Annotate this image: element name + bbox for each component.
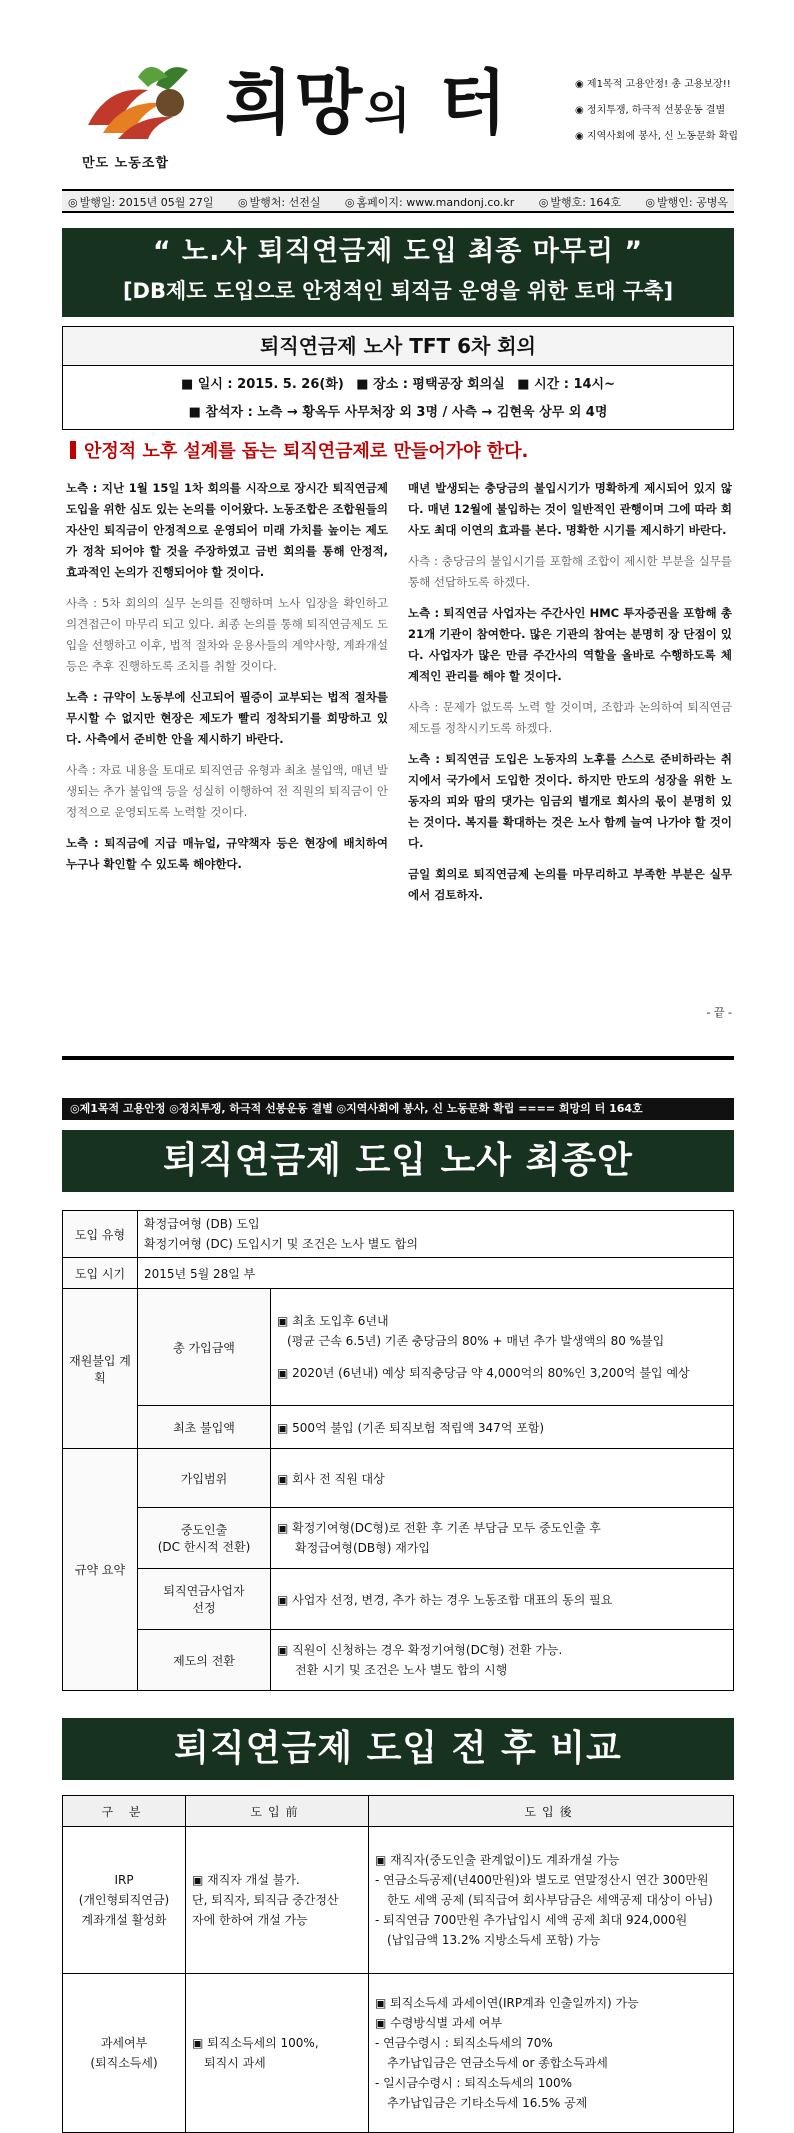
meeting-date: ■ 일시 : 2015. 5. 26(화) bbox=[181, 377, 344, 392]
final-agreement-banner: 퇴직연금제 도입 노사 최종안 bbox=[62, 1130, 734, 1192]
article-paragraph: 매년 발생되는 충당금의 불입시기가 명확하게 제시되어 있지 않다. 매년 12월에 불입하는 것이 일반적인 관행이며 그에 따라 회사도 최대 이연의 효과를 본다. 명확한 시기를 제시하기 바란다. bbox=[408, 481, 732, 537]
section-heading: 안정적 노후 설계를 돕는 퇴직연금제로 만들어가야 한다. bbox=[70, 437, 528, 463]
row-label: IRP (개인형퇴직연금) 계좌개설 활성화 bbox=[63, 1827, 186, 1974]
union-name: 만도 노동조합 bbox=[82, 156, 169, 171]
motto-list bbox=[575, 72, 738, 150]
article-paragraph: 노측 : 규약이 노동부에 신고되어 필증이 교부되는 법적 절차를 무시할 수 없지만 현장은 제도가 빨리 정착되기를 희망하고 있다. 사측에서 준비한 안을 제시하기 바란다. bbox=[66, 690, 388, 746]
table-row bbox=[63, 1289, 734, 1406]
article-paragraph: 사측 : 자료 내용을 토대로 퇴직연금 유형과 최초 불입액, 매년 발생되는 추가 불입액 등을 성실히 이행하여 전 직원의 퇴직금이 안정적으로 운영되도록 노력할 것이다. bbox=[66, 763, 388, 819]
end-mark: - 끝 - bbox=[706, 1006, 732, 1019]
article-left-column bbox=[66, 478, 388, 885]
issuer: ◎ 발행인: 공병옥 bbox=[645, 191, 728, 211]
after-cell: ▣ 퇴직소득세 과세이연(IRP계좌 인출일까지) 가능 ▣ 수령방식별 과세 여부 - 연금수령시 : 퇴직소득세의 70% 추가납입금은 연금소득세 or 종합소득과세 - 일시금수령시 : 퇴직소득세의 100% 추가납입금은 기타소득세 16.5% 공제 bbox=[369, 1974, 734, 2133]
after-cell: ▣ 재직자(중도인출 관계없이)도 계좌개설 가능 - 연금소득공제(년400만원)와 별도로 연말정산시 연간 300만원 한도 세액 공제 (퇴직급여 회사부담금은 세액공제 대상이 아님) - 퇴직연금 700만원 추가납입시 세액 공제 최대 924,000원 (납입금액 13.2% 지방소득세 포함) 가능 bbox=[369, 1827, 734, 1974]
article-paragraph: 사측 : 5차 회의의 실무 논의를 진행하며 노사 입장을 확인하고 의견접근이 마무리 되고 있다. 최종 논의를 통해 퇴직연금제도 도입을 선행하고 이후, 법적 절차와 운용사들의 계약사항, 계좌개설 등은 추후 진행하도록 조치를 취할 것이다. bbox=[66, 596, 388, 673]
headline-title: “ 노.사 퇴직연금제 도입 최종 마무리 ” bbox=[152, 236, 644, 267]
table-row bbox=[63, 1406, 734, 1449]
column-header: 도입後 bbox=[369, 1796, 734, 1827]
sub-label: 제도의 전환 bbox=[138, 1630, 271, 1691]
final-agreement-table bbox=[62, 1210, 734, 1691]
meeting-title: 퇴직연금제 노사 TFT 6차 회의 bbox=[63, 327, 733, 366]
union-logo bbox=[78, 55, 198, 145]
motto-item: ◉ 제1목적 고용안정! 총 고용보장!! bbox=[575, 72, 738, 98]
before-cell: ▣ 퇴직소득세의 100%, 퇴직시 과세 bbox=[186, 1974, 369, 2133]
row-label: 재원불입 계획 bbox=[63, 1289, 138, 1449]
article-paragraph: 노측 : 지난 1월 15일 1차 회의를 시작으로 장시간 퇴직연금제 도입을 위한 심도 있는 논의를 이어왔다. 노동조합은 조합원들의 자산인 퇴직금이 안정적으로 운영되어 미래 가치를 높이는 제도가 정착 되어야 할 것을 주장하였고 금번 회의를 통해 안정적, 효과적인 논의가 진행되어야 할 것이다. bbox=[66, 481, 388, 579]
meeting-time: ■ 시간 : 14시~ bbox=[517, 377, 615, 392]
row-label: 도입 유형 bbox=[63, 1211, 138, 1258]
sub-label: 총 가입금액 bbox=[138, 1289, 271, 1406]
motto-item: ◉ 지역사회에 봉사, 신 노동문화 확립 bbox=[575, 124, 738, 150]
table-row bbox=[63, 1211, 734, 1258]
newsletter-title: 희망의 터 bbox=[225, 61, 509, 144]
meeting-info-box bbox=[62, 326, 734, 430]
column-header: 구 분 bbox=[63, 1796, 186, 1827]
article-paragraph: 노측 : 퇴직금에 지급 매뉴얼, 규약책자 등은 현장에 배치하여 누구나 확인할 수 있도록 해야한다. bbox=[66, 836, 388, 871]
divider bbox=[62, 1056, 734, 1060]
row-value: ▣ 사업자 선정, 변경, 추가 하는 경우 노동조합 대표의 동의 필요 bbox=[271, 1569, 734, 1630]
row-label: 규약 요약 bbox=[63, 1449, 138, 1691]
row-value: ▣ 500억 불입 (기존 퇴직보험 적립액 347억 포함) bbox=[271, 1406, 734, 1449]
motto-item: ◉ 정치투쟁, 하극적 선봉운동 결별 bbox=[575, 98, 738, 124]
row-value: ▣ 확정기여형(DC형)로 전환 후 기존 부담금 모두 중도인출 후 확정급여형(DB형) 재가입 bbox=[271, 1508, 734, 1569]
article-right-column bbox=[408, 478, 732, 916]
publisher: ◎ 발행처: 선전실 bbox=[238, 191, 321, 211]
issue-number: ◎ 발행호: 164호 bbox=[539, 191, 621, 211]
row-label: 도입 시기 bbox=[63, 1258, 138, 1289]
article-paragraph: 사측 : 충당금의 불입시기를 포함해 조합이 제시한 부분을 실무를 통해 선답하도록 하겠다. bbox=[408, 554, 732, 589]
table-row bbox=[63, 1258, 734, 1289]
table-row bbox=[63, 1569, 734, 1630]
sub-label: 퇴직연금사업자 선정 bbox=[138, 1569, 271, 1630]
publish-date: ◎ 발행일: 2015년 05월 27일 bbox=[68, 191, 214, 211]
headline-subtitle: [DB제도 도입으로 안정적인 퇴직금 운영을 위한 토대 구축] bbox=[122, 279, 674, 303]
sub-label: 최초 불입액 bbox=[138, 1406, 271, 1449]
article-paragraph: 사측 : 문제가 없도록 노력 할 것이며, 조합과 논의하여 퇴직연금제도를 정착시키도록 하겠다. bbox=[408, 700, 732, 735]
table-row bbox=[63, 1508, 734, 1569]
article-paragraph: 금일 회의로 퇴직연금제 논의를 마무리하고 부족한 부분은 실무에서 검토하자. bbox=[408, 867, 732, 902]
homepage-link[interactable]: ◎ 홈페이지: www.mandonj.co.kr bbox=[345, 191, 514, 211]
headline-box bbox=[62, 228, 734, 317]
article-paragraph: 노측 : 퇴직연금 도입은 노동자의 노후를 스스로 준비하라는 취지에서 국가에서 도입한 것이다. 하지만 만도의 성장을 위한 노동자의 피와 땀의 댓가는 임금외 별개로 회사의 몫이 분명히 있는 것이다. 복지를 확대하는 것은 노사 함께 늘여 나가야 할 것이다. bbox=[408, 752, 732, 850]
table-row bbox=[63, 1974, 734, 2133]
page2-header-bar: ◎제1목적 고용안정 ◎정치투쟁, 하극적 선봉운동 결별 ◎지역사회에 봉사, 신 노동문화 확립 ==== 희망의 터 164호 bbox=[62, 1098, 734, 1120]
publication-info-bar bbox=[62, 189, 734, 213]
row-value: 2015년 5월 28일 부 bbox=[138, 1258, 734, 1289]
table-header-row bbox=[63, 1796, 734, 1827]
table-row bbox=[63, 1630, 734, 1691]
article-paragraph: 노측 : 퇴직연금 사업자는 주간사인 HMC 투자증권을 포함해 총 21개 기관이 참여한다. 많은 기관의 참여는 분명히 장 단점이 있다. 사업자가 많은 만큼 주간사의 역할을 올바로 수행하도록 체계적인 관리를 해야 할 것이다. bbox=[408, 606, 732, 683]
before-cell: ▣ 재직자 개설 불가. 단, 퇴직자, 퇴직금 중간정산 자에 한하여 개설 가능 bbox=[186, 1827, 369, 1974]
meeting-place: ■ 장소 : 평택공장 회의실 bbox=[356, 377, 505, 392]
sub-label: 중도인출 (DC 한시적 전환) bbox=[138, 1508, 271, 1569]
row-label: 과세여부 (퇴직소득세) bbox=[63, 1974, 186, 2133]
sub-label: 가입범위 bbox=[138, 1449, 271, 1508]
row-value: ▣ 최초 도입후 6년내 (평균 근속 6.5년) 기존 충당금의 80% + 매년 추가 발생액의 80 %불입 ▣ 2020년 (6년내) 예상 퇴직충당금 약 4,000억의 80%인 3,200억 불입 예상 bbox=[271, 1289, 734, 1406]
comparison-table bbox=[62, 1795, 734, 2133]
table-row bbox=[63, 1449, 734, 1508]
comparison-banner: 퇴직연금제 도입 전 후 비교 bbox=[62, 1718, 734, 1780]
row-value: ▣ 직원이 신청하는 경우 확정기여형(DC형) 전환 가능. 전환 시기 및 조건은 노사 별도 합의 시행 bbox=[271, 1630, 734, 1691]
column-header: 도입前 bbox=[186, 1796, 369, 1827]
meeting-schedule bbox=[63, 373, 733, 392]
meeting-attendees: ■ 참석자 : 노측 → 황옥두 사무처장 외 3명 / 사측 → 김현욱 상무 외 4명 bbox=[63, 401, 733, 420]
table-row bbox=[63, 1827, 734, 1974]
row-value: 확정급여형 (DB) 도입 확정기여형 (DC) 도입시기 및 조건은 노사 별도 합의 bbox=[138, 1211, 734, 1258]
row-value: ▣ 회사 전 직원 대상 bbox=[271, 1449, 734, 1508]
